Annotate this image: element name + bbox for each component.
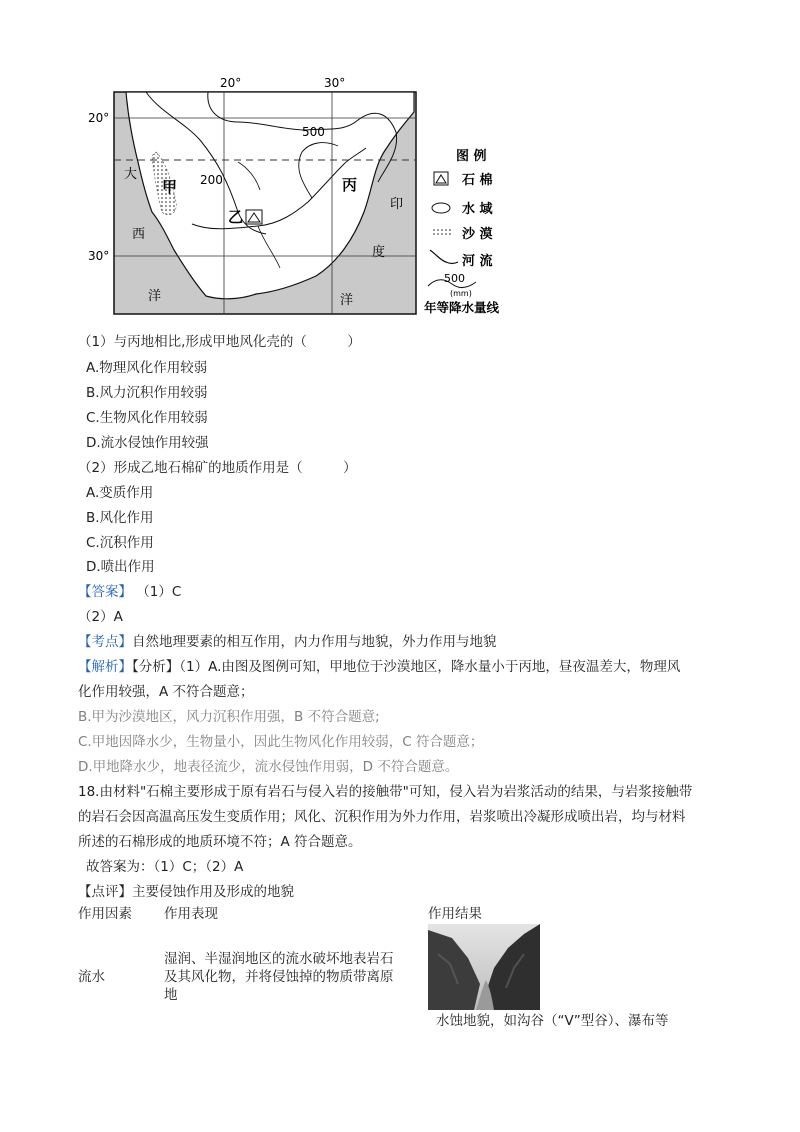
- table-cell-result: 水蚀地貌，如沟谷（“V”型谷）、瀑布等: [436, 1013, 669, 1029]
- table-header-performance: 作用表现: [164, 906, 218, 922]
- table-header-result: 作用结果: [428, 906, 482, 922]
- map-legend: [424, 148, 500, 315]
- legend-isoline-label: 年等降水量线: [424, 300, 500, 315]
- table-cell-factor: 流水: [78, 969, 105, 985]
- asbestos-marker: [246, 210, 262, 224]
- jiexi-tag: 【解析】: [78, 659, 132, 675]
- answer-line-1: （1）C: [136, 584, 182, 600]
- question-2-stem: （2）形成乙地石棉矿的地质作用是（ ）: [78, 460, 357, 476]
- isohyet-200-label: 200: [200, 173, 223, 187]
- legend-item-water: 水 域: [462, 202, 493, 217]
- kaodian-tag: 【考点】: [78, 634, 132, 650]
- ocean-right-3: 洋: [340, 293, 354, 308]
- jiexi-para18-line-1: 18.由材料"石棉主要形成于原有岩石与侵入岩的接触带"可知，侵入岩为岩浆活动的结果，与岩浆接触带: [78, 784, 693, 800]
- jiexi-first-line: 【分析】（1）A.由图及图例可知，甲地位于沙漠地区，降水量小于丙地，昼夜温差大，物理风: [132, 659, 681, 675]
- question-1-option-d: D.流水侵蚀作用较强: [86, 435, 209, 451]
- legend-isoline-value: 500: [444, 272, 465, 285]
- jiexi-first-line-cont: 化作用较强，A 不符合题意；: [78, 684, 254, 700]
- southern-africa-map: [88, 72, 520, 320]
- kaodian-text: 自然地理要素的相互作用，内力作用与地貌，外力作用与地貌: [132, 634, 497, 650]
- jiexi-para18-line-2: 的岩石会因高温高压发生变质作用；风化、沉积作用为外力作用，岩浆喷出冷凝形成喷出岩，均与材料: [78, 809, 686, 825]
- legend-water-icon: [432, 203, 450, 213]
- ocean-right-1: 印: [390, 197, 404, 212]
- question-1-option-a: A.物理风化作用较弱: [86, 360, 208, 376]
- question-1-option-b: B.风力沉积作用较弱: [86, 385, 208, 401]
- place-jia: 甲: [162, 178, 178, 196]
- jiexi-para18-line-3: 所述的石棉形成的地质环境不符；A 符合题意。: [78, 834, 362, 850]
- place-bing: 丙: [342, 176, 358, 194]
- legend-river-icon: [430, 250, 458, 264]
- table-header-factor: 作用因素: [78, 906, 132, 922]
- ocean-right-2: 度: [372, 245, 386, 260]
- desc-line-2: 及其风化物，并将侵蚀掉的物质带离原: [164, 969, 394, 985]
- legend-isoline-unit: (mm): [450, 289, 472, 298]
- jiexi-line-d: D.甲地降水少，地表径流少，流水侵蚀作用弱，D 不符合题意。: [78, 759, 459, 775]
- legend-desert-icon: [431, 228, 453, 236]
- jiexi-block: [78, 657, 680, 677]
- ocean-left-2: 西: [132, 227, 146, 242]
- desc-line-3: 地: [164, 987, 178, 1003]
- jiexi-line-c: C.甲地因降水少，生物量小，因此生物风化作用较弱，C 符合题意；: [78, 734, 484, 750]
- ocean-left-1: 大: [124, 167, 138, 182]
- answer-line-2: （2）A: [78, 609, 123, 625]
- final-answer: 故答案为：（1）C；（2）A: [86, 859, 244, 875]
- dianping: 【点评】主要侵蚀作用及形成的地貌: [78, 884, 294, 900]
- lon-label-30: 30°: [324, 76, 346, 90]
- desc-line-1: 湿润、半湿润地区的流水破坏地表岩石: [164, 951, 394, 967]
- legend-item-desert: 沙 漠: [462, 227, 493, 242]
- answer-block: [78, 582, 181, 602]
- legend-item-river: 河 流: [462, 254, 493, 269]
- legend-title: 图 例: [456, 149, 487, 164]
- lat-label-30: 30°: [88, 249, 110, 263]
- question-1-stem: （1）与丙地相比,形成甲地风化壳的（ ）: [78, 334, 361, 350]
- question-2-option-c: C.沉积作用: [86, 535, 154, 551]
- question-2-option-b: B.风化作用: [86, 510, 154, 526]
- lat-label-20: 20°: [88, 111, 110, 125]
- kaodian-block: [78, 632, 497, 652]
- answer-tag: 【答案】: [78, 584, 132, 600]
- isohyet-500-label: 500: [302, 125, 325, 139]
- table-cell-description: [164, 950, 394, 1004]
- lon-label-20: 20°: [220, 76, 242, 90]
- place-yi: 乙: [228, 208, 244, 226]
- ocean-left-3: 洋: [148, 289, 162, 304]
- question-2-option-d: D.喷出作用: [86, 559, 155, 575]
- jiexi-line-b: B.甲为沙漠地区，风力沉积作用强，B 不符合题意;: [78, 709, 380, 725]
- valley-photo: [428, 924, 540, 1010]
- question-2-option-a: A.变质作用: [86, 485, 154, 501]
- legend-item-asbestos: 石 棉: [462, 173, 493, 188]
- question-1-option-c: C.生物风化作用较弱: [86, 410, 208, 426]
